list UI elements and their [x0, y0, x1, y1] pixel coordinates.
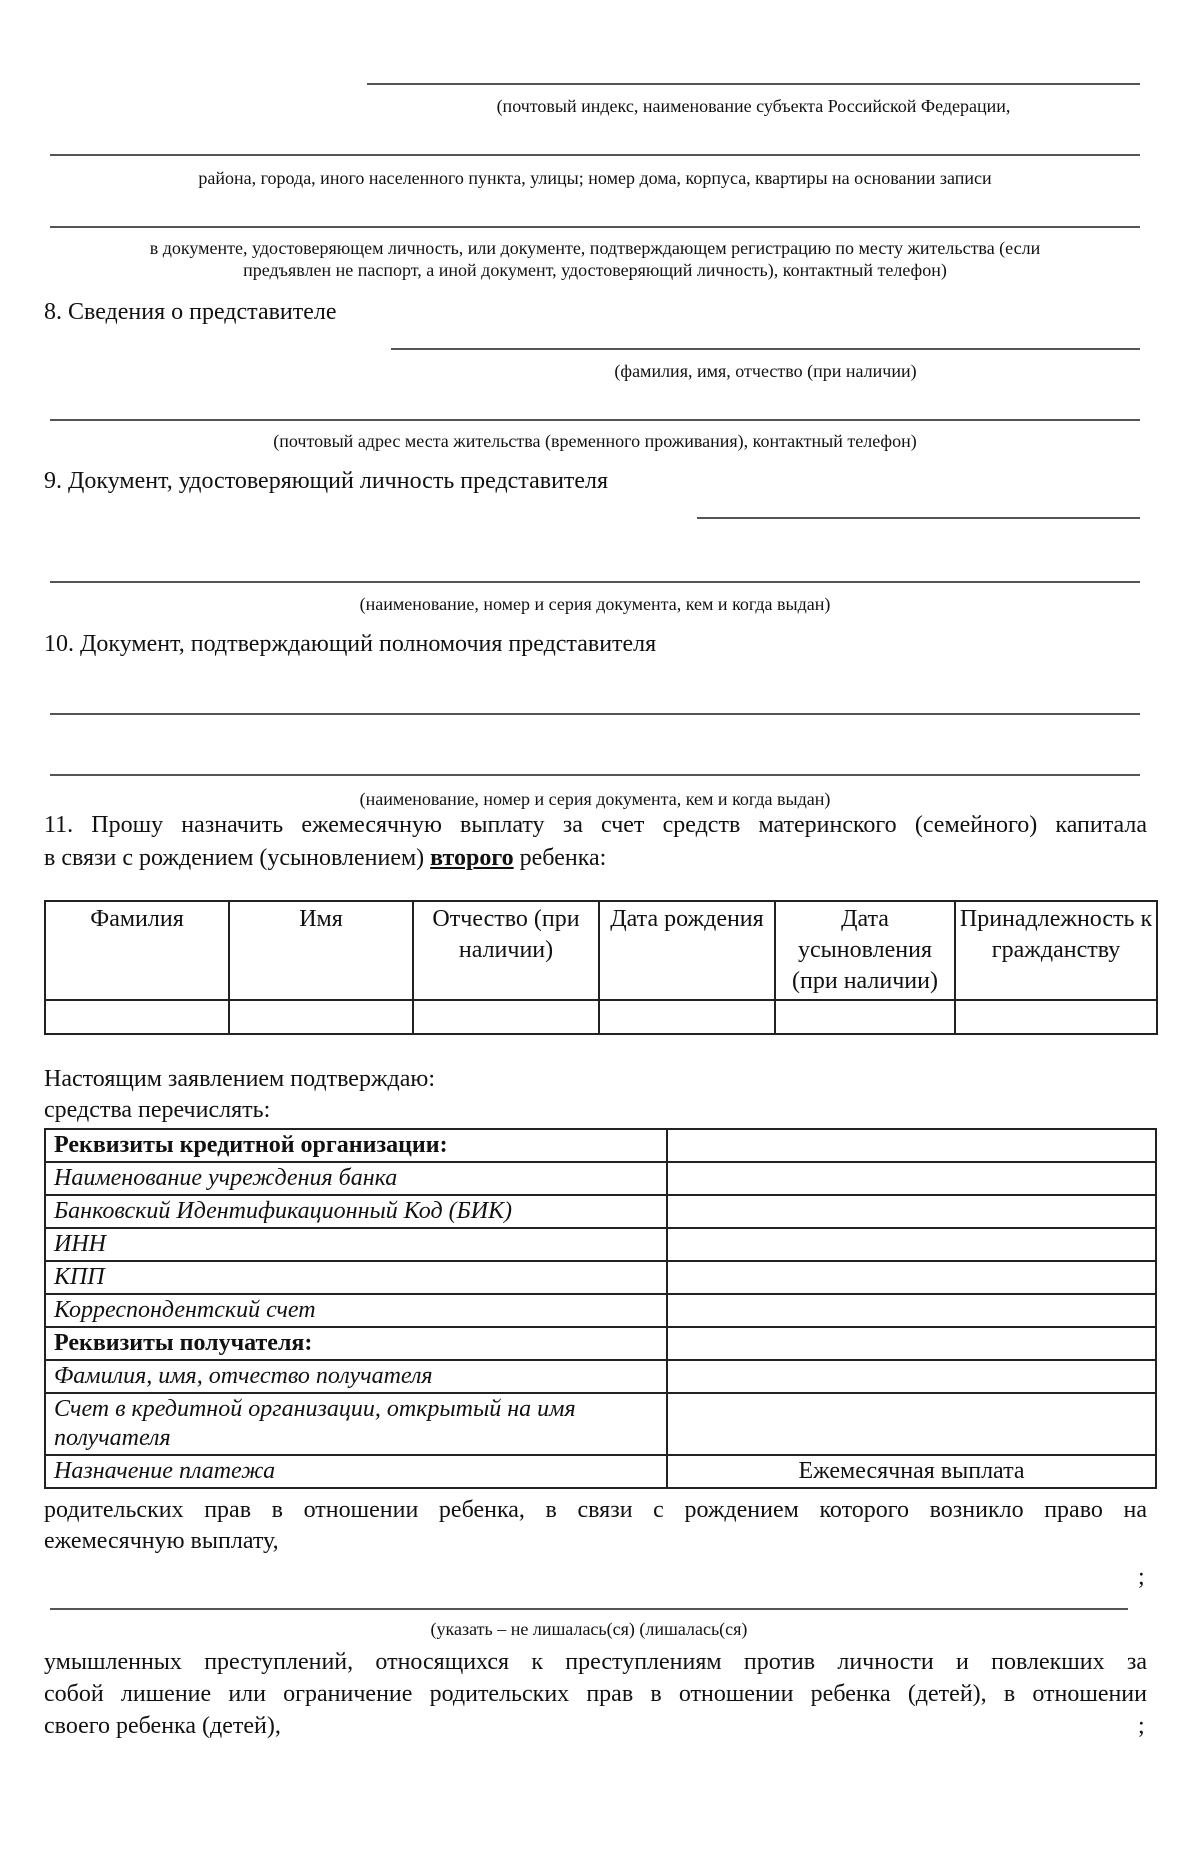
- bank-row: [45, 1360, 1156, 1393]
- child-birth-date-cell[interactable]: [599, 1000, 775, 1034]
- child-adoption-date-cell[interactable]: [775, 1000, 955, 1034]
- bank-details-table: [44, 1128, 1157, 1489]
- bank-value-bik[interactable]: [667, 1195, 1156, 1228]
- bank-value-purpose[interactable]: Ежемесячная выплата: [667, 1455, 1156, 1488]
- crimes-semicolon: ;: [1138, 1713, 1145, 1739]
- bank-label-corr-account: Корреспондентский счет: [45, 1294, 667, 1327]
- bank-row: [45, 1195, 1156, 1228]
- bank-row: [45, 1162, 1156, 1195]
- address-field-line-3[interactable]: [50, 226, 1140, 228]
- bank-label-recipient-name: Фамилия, имя, отчество получателя: [45, 1360, 667, 1393]
- child-col-adoption-date: Дата усыновления (при наличии): [775, 901, 955, 1000]
- section-10-heading: 10. Документ, подтверждающий полномочия представителя: [44, 631, 657, 657]
- caption-doc-authority: (наименование, номер и серия документа, кем и когда выдан): [359, 789, 831, 809]
- caption-district: района, города, иного населенного пункта, улицы; номер дома, корпуса, квартиры на основании записи: [198, 168, 992, 188]
- authority-document-line-2[interactable]: [50, 774, 1140, 776]
- crimes-line-1: умышленных преступлений, относящихся к преступлениям против личности и повлекших за: [44, 1649, 1147, 1675]
- bank-row: [45, 1393, 1156, 1455]
- caption-document-line-1: в документе, удостоверяющем личность, или документе, подтверждающем регистрацию по месту жительства (если: [149, 238, 1041, 258]
- authority-document-line-1[interactable]: [50, 713, 1140, 715]
- bank-label-bank-name: Наименование учреждения банка: [45, 1162, 667, 1195]
- caption-rep-name: (фамилия, имя, отчество (при наличии): [614, 361, 917, 381]
- caption-doc-id: (наименование, номер и серия документа, кем и когда выдан): [359, 594, 831, 614]
- bank-value-bank-name[interactable]: [667, 1162, 1156, 1195]
- bank-value-recipient-name[interactable]: [667, 1360, 1156, 1393]
- bank-label-bik: Банковский Идентификационный Код (БИК): [45, 1195, 667, 1228]
- confirm-line-2: средства перечислять:: [44, 1097, 271, 1123]
- child-col-name: Имя: [229, 901, 413, 1000]
- bank-value-inn[interactable]: [667, 1228, 1156, 1261]
- child-table: [44, 900, 1158, 1035]
- bank-value-credit-org[interactable]: [667, 1129, 1156, 1162]
- bank-label-purpose: Назначение платежа: [45, 1455, 667, 1488]
- section-8-heading: 8. Сведения о представителе: [44, 299, 337, 325]
- representative-name-line[interactable]: [391, 348, 1140, 350]
- bank-label-account: Счет в кредитной организации, открытый на имя получателя: [45, 1393, 667, 1455]
- section-11-line-1: 11. Прошу назначить ежемесячную выплату за счет средств материнского (семейного) капитала: [44, 812, 1147, 838]
- bank-row: [45, 1261, 1156, 1294]
- bank-value-recipient[interactable]: [667, 1327, 1156, 1360]
- bank-row: [45, 1327, 1156, 1360]
- confirm-line-1: Настоящим заявлением подтверждаю:: [44, 1066, 435, 1092]
- bank-label-inn: ИНН: [45, 1228, 667, 1261]
- crimes-line-2: собой лишение или ограничение родительских прав в отношении ребенка (детей), в отношении: [44, 1681, 1147, 1707]
- section-9-heading: 9. Документ, удостоверяющий личность представителя: [44, 468, 609, 494]
- section-11-line-2: [44, 843, 606, 874]
- caption-deprived: (указать – не лишалась(ся) (лишалась(ся): [430, 1619, 748, 1639]
- address-field-line-2[interactable]: [50, 154, 1140, 156]
- bank-label-kpp: КПП: [45, 1261, 667, 1294]
- bank-label-recipient: Реквизиты получателя:: [45, 1327, 667, 1360]
- representative-address-line[interactable]: [50, 419, 1140, 421]
- parental-semicolon: ;: [1138, 1564, 1145, 1590]
- child-order-word: второго: [430, 845, 514, 871]
- child-table-row: [45, 1000, 1157, 1034]
- bank-row: [45, 1129, 1156, 1162]
- child-col-birth-date: Дата рождения: [599, 901, 775, 1000]
- id-document-line-1[interactable]: [697, 517, 1140, 519]
- bank-row: [45, 1294, 1156, 1327]
- parental-line-2: ежемесячную выплату,: [44, 1528, 279, 1554]
- deprived-status-line[interactable]: [50, 1608, 1128, 1610]
- caption-postal-index: (почтовый индекс, наименование субъекта Российской Федерации,: [496, 96, 1011, 116]
- bank-value-kpp[interactable]: [667, 1261, 1156, 1294]
- address-field-line-1[interactable]: [367, 83, 1140, 85]
- bank-value-corr-account[interactable]: [667, 1294, 1156, 1327]
- parental-line-1: родительских прав в отношении ребенка, в связи с рождением которого возникло право на: [44, 1497, 1147, 1523]
- child-surname-cell[interactable]: [45, 1000, 229, 1034]
- caption-rep-address: (почтовый адрес места жительства (временного проживания), контактный телефон): [273, 431, 917, 451]
- section-11-text-c: ребенка:: [519, 845, 607, 871]
- bank-row: [45, 1228, 1156, 1261]
- child-col-surname: Фамилия: [45, 901, 229, 1000]
- bank-row: [45, 1455, 1156, 1488]
- id-document-line-2[interactable]: [50, 581, 1140, 583]
- child-table-header-row: [45, 901, 1157, 1000]
- bank-label-credit-org: Реквизиты кредитной организации:: [45, 1129, 667, 1162]
- crimes-line-3: своего ребенка (детей),: [44, 1713, 281, 1739]
- bank-value-account[interactable]: [667, 1393, 1156, 1455]
- child-citizenship-cell[interactable]: [955, 1000, 1157, 1034]
- section-11-text-a: в связи с рождением (усыновлением): [44, 845, 425, 871]
- child-col-patronymic: Отчество (при наличии): [413, 901, 599, 1000]
- child-col-citizenship: Принадлежность к гражданству: [955, 901, 1157, 1000]
- child-name-cell[interactable]: [229, 1000, 413, 1034]
- child-patronymic-cell[interactable]: [413, 1000, 599, 1034]
- caption-document-line-2: предъявлен не паспорт, а иной документ, удостоверяющий личность), контактный телефон): [243, 260, 947, 280]
